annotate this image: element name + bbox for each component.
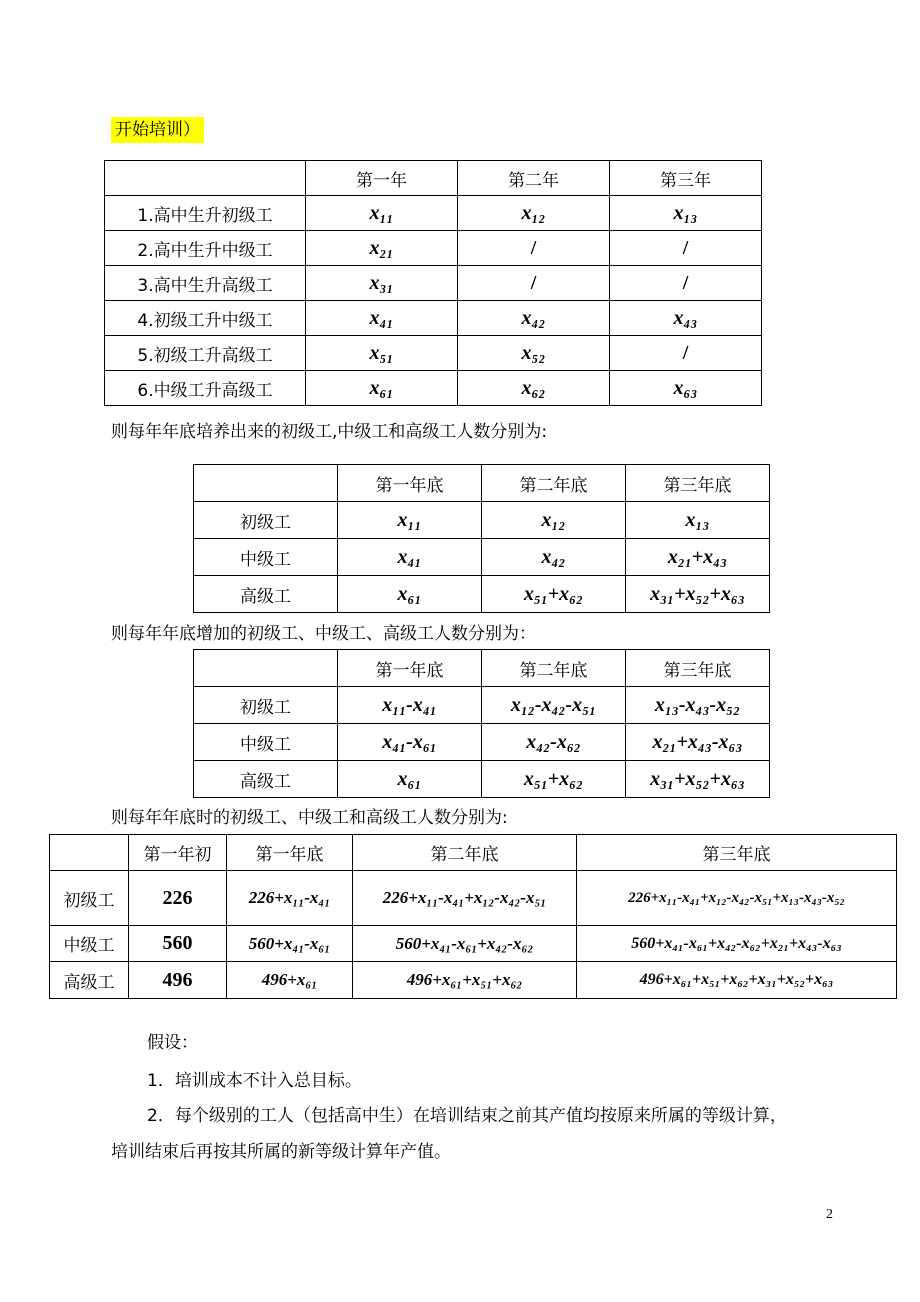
data-cell: 560+x₄₁-x₆₁+x₄₂-x₆₂+x₂₁+x₄₃-x₆₃	[577, 926, 897, 962]
data-cell: x₁₁	[306, 196, 458, 231]
row-label: 5.初级工升高级工	[105, 336, 306, 371]
data-cell: 226+x₁₁-x₄₁	[227, 871, 353, 926]
header-cell: 第二年底	[482, 650, 626, 687]
assumption-item: 1．培训成本不计入总目标。	[147, 1071, 362, 1091]
data-cell: x₂₁+x₄₃	[626, 539, 770, 576]
data-cell: /	[610, 231, 762, 266]
data-cell: x₁₃-x₄₃-x₅₂	[626, 687, 770, 724]
data-cell: x₂₁	[306, 231, 458, 266]
worker-totals-table	[49, 834, 897, 999]
data-cell: 226+x₁₁-x₄₁+x₁₂-x₄₂-x₅₁+x₁₃-x₄₃-x₅₂	[577, 871, 897, 926]
paragraph-text: 则每年年底培养出来的初级工,中级工和高级工人数分别为:	[111, 422, 548, 442]
header-cell	[194, 650, 338, 687]
row-label: 4.初级工升中级工	[105, 301, 306, 336]
paragraph-text: 则每年年底增加的初级工、中级工、高级工人数分别为：	[111, 624, 536, 644]
data-cell: /	[458, 266, 610, 301]
data-cell: x₆₁	[338, 761, 482, 798]
data-cell: 560+x₄₁-x₆₁	[227, 926, 353, 962]
data-cell: x₄₁-x₆₁	[338, 724, 482, 761]
data-cell: x₁₃	[626, 502, 770, 539]
data-cell: x₅₁+x₆₂	[482, 576, 626, 613]
data-cell: x₃₁+x₅₂+x₆₃	[626, 761, 770, 798]
data-cell: x₄₂-x₆₂	[482, 724, 626, 761]
data-cell: x₄₂	[482, 539, 626, 576]
row-label: 高级工	[194, 761, 338, 798]
data-cell: x₁₂	[458, 196, 610, 231]
header-cell: 第一年底	[338, 650, 482, 687]
header-cell: 第一年初	[129, 835, 227, 871]
row-label: 中级工	[194, 539, 338, 576]
data-cell: x₆₁	[338, 576, 482, 613]
data-cell: /	[458, 231, 610, 266]
assumption-item: 2．每个级别的工人（包括高中生）在培训结束之前其产值均按原来所属的等级计算，	[147, 1106, 787, 1126]
data-cell: x₄₁	[306, 301, 458, 336]
header-cell: 第二年底	[482, 465, 626, 502]
row-label: 高级工	[50, 962, 129, 999]
row-label: 中级工	[50, 926, 129, 962]
row-label: 初级工	[194, 687, 338, 724]
data-cell: x₆₂	[458, 371, 610, 406]
row-label: 2.高中生升中级工	[105, 231, 306, 266]
data-cell: 560+x₄₁-x₆₁+x₄₂-x₆₂	[353, 926, 577, 962]
data-cell: x₁₂	[482, 502, 626, 539]
page-number: 2	[826, 1207, 833, 1222]
header-cell: 第三年	[610, 161, 762, 196]
data-cell: x₂₁+x₄₃-x₆₃	[626, 724, 770, 761]
data-cell: x₆₁	[306, 371, 458, 406]
data-cell: x₆₃	[610, 371, 762, 406]
header-cell: 第一年	[306, 161, 458, 196]
row-label: 高级工	[194, 576, 338, 613]
header-cell: 第三年底	[577, 835, 897, 871]
header-cell: 第一年底	[338, 465, 482, 502]
data-cell: x₅₁+x₆₂	[482, 761, 626, 798]
row-label: 6.中级工升高级工	[105, 371, 306, 406]
data-cell: x₁₁	[338, 502, 482, 539]
row-label: 初级工	[194, 502, 338, 539]
header-cell: 第三年底	[626, 465, 770, 502]
data-cell: x₃₁+x₅₂+x₆₃	[626, 576, 770, 613]
paragraph-text: 则每年年底时的初级工、中级工和高级工人数分别为:	[111, 808, 508, 828]
data-cell: 226	[129, 871, 227, 926]
data-cell: x₁₃	[610, 196, 762, 231]
header-cell	[194, 465, 338, 502]
data-cell: 496+x₆₁	[227, 962, 353, 999]
header-cell: 第一年底	[227, 835, 353, 871]
trained-workers-table	[193, 464, 770, 613]
training-variables-table	[104, 160, 762, 406]
header-cell	[50, 835, 129, 871]
increased-workers-table	[193, 649, 770, 798]
data-cell: 496+x₆₁+x₅₁+x₆₂+x₃₁+x₅₂+x₆₃	[577, 962, 897, 999]
data-cell: x₁₂-x₄₂-x₅₁	[482, 687, 626, 724]
highlighted-text: 开始培训）	[111, 117, 204, 143]
assumptions-title: 假设：	[147, 1033, 198, 1053]
header-cell: 第二年	[458, 161, 610, 196]
row-label: 中级工	[194, 724, 338, 761]
data-cell: x₃₁	[306, 266, 458, 301]
data-cell: 496+x₆₁+x₅₁+x₆₂	[353, 962, 577, 999]
data-cell: 496	[129, 962, 227, 999]
data-cell: 560	[129, 926, 227, 962]
data-cell: x₄₁	[338, 539, 482, 576]
data-cell: x₅₂	[458, 336, 610, 371]
header-cell: 第二年底	[353, 835, 577, 871]
data-cell: 226+x₁₁-x₄₁+x₁₂-x₄₂-x₅₁	[353, 871, 577, 926]
data-cell: /	[610, 266, 762, 301]
row-label: 1.高中生升初级工	[105, 196, 306, 231]
data-cell: x₄₃	[610, 301, 762, 336]
data-cell: /	[610, 336, 762, 371]
assumption-item-continued: 培训结束后再按其所属的新等级计算年产值。	[111, 1142, 451, 1162]
data-cell: x₅₁	[306, 336, 458, 371]
header-cell	[105, 161, 306, 196]
row-label: 3.高中生升高级工	[105, 266, 306, 301]
row-label: 初级工	[50, 871, 129, 926]
header-cell: 第三年底	[626, 650, 770, 687]
data-cell: x₁₁-x₄₁	[338, 687, 482, 724]
data-cell: x₄₂	[458, 301, 610, 336]
